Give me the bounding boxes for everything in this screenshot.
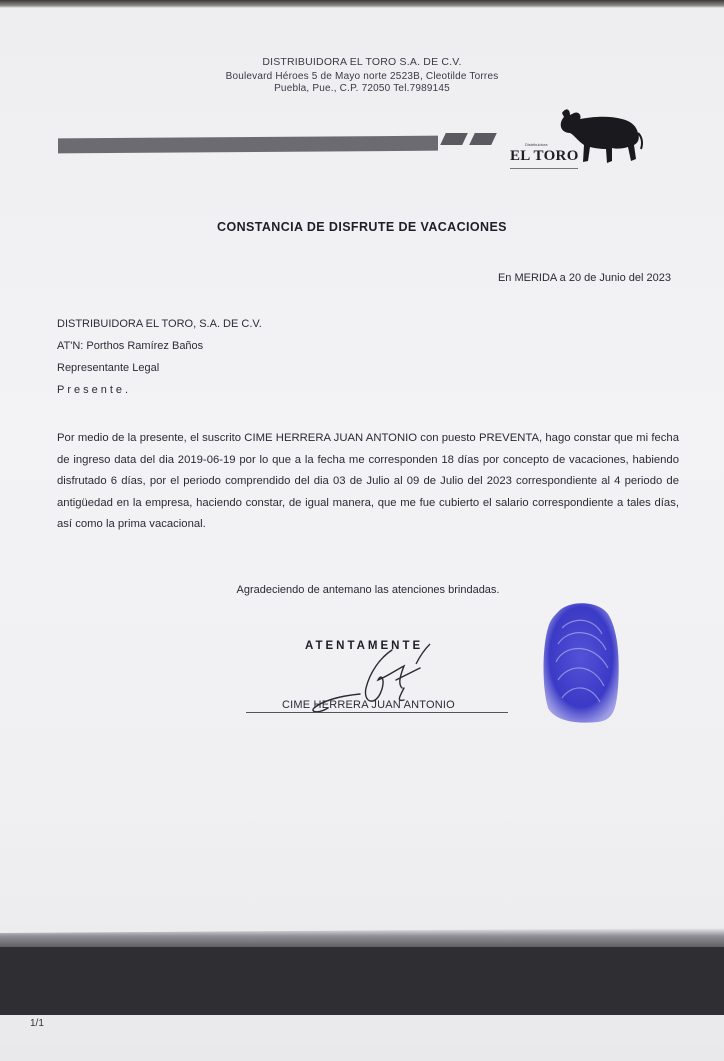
logo-underline <box>510 168 578 169</box>
signature-line <box>246 712 508 713</box>
logo-small-text: Distribuidora <box>525 142 548 147</box>
addressee-greeting: Presente. <box>57 384 132 396</box>
header-decorative-bar <box>58 136 438 154</box>
footer-bar-dark <box>0 947 724 1015</box>
header-bar-segment <box>440 133 468 145</box>
header-company: DISTRIBUIDORA EL TORO S.A. DE C.V. <box>262 56 462 68</box>
addressee-company: DISTRIBUIDORA EL TORO, S.A. DE C.V. <box>57 318 262 330</box>
closing-line: Agradeciendo de antemano las atenciones brindadas. <box>236 584 500 596</box>
logo-brand-text: EL TORO <box>510 148 579 164</box>
signer-name: CIME HERRERA JUAN ANTONIO <box>282 699 455 711</box>
document-title: CONSTANCIA DE DISFRUTE DE VACACIONES <box>217 220 507 234</box>
body-paragraph: Por medio de la presente, el suscrito CIME HERRERA JUAN ANTONIO con puesto PREVENTA, hago constar que mi fecha de ingreso data del dia 2019-06-19 por lo que a la fecha me corresponden 18 días por concepto de vacaciones, habiendo disfrutado 6 días, por el periodo comprendido del dia 03 de Julio al 09 de Julio del 2023 correspondiente al 4 periodo de antigüedad en la empresa, haciendo constar, de igual manera, que me fue cubierto el salario correspondiente a tales días, así como la prima vacacional. <box>57 432 679 530</box>
date-line: En MERIDA a 20 de Junio del 2023 <box>497 272 671 284</box>
page-number: 1/1 <box>30 1018 44 1029</box>
footer-bar-light <box>0 928 724 948</box>
scan-top-edge <box>0 0 724 8</box>
header-address-line2: Puebla, Pue., C.P. 72050 Tel.7989145 <box>274 83 450 94</box>
header-bar-segment <box>469 133 497 145</box>
addressee-role: Representante Legal <box>57 362 160 374</box>
signature-label: ATENTAMENTE <box>305 640 424 652</box>
fingerprint-icon <box>538 598 622 728</box>
addressee-attn: AT'N: Porthos Ramírez Baños <box>57 340 204 352</box>
header-address-line1: Boulevard Héroes 5 de Mayo norte 2523B, Cleotilde Torres <box>225 71 499 82</box>
